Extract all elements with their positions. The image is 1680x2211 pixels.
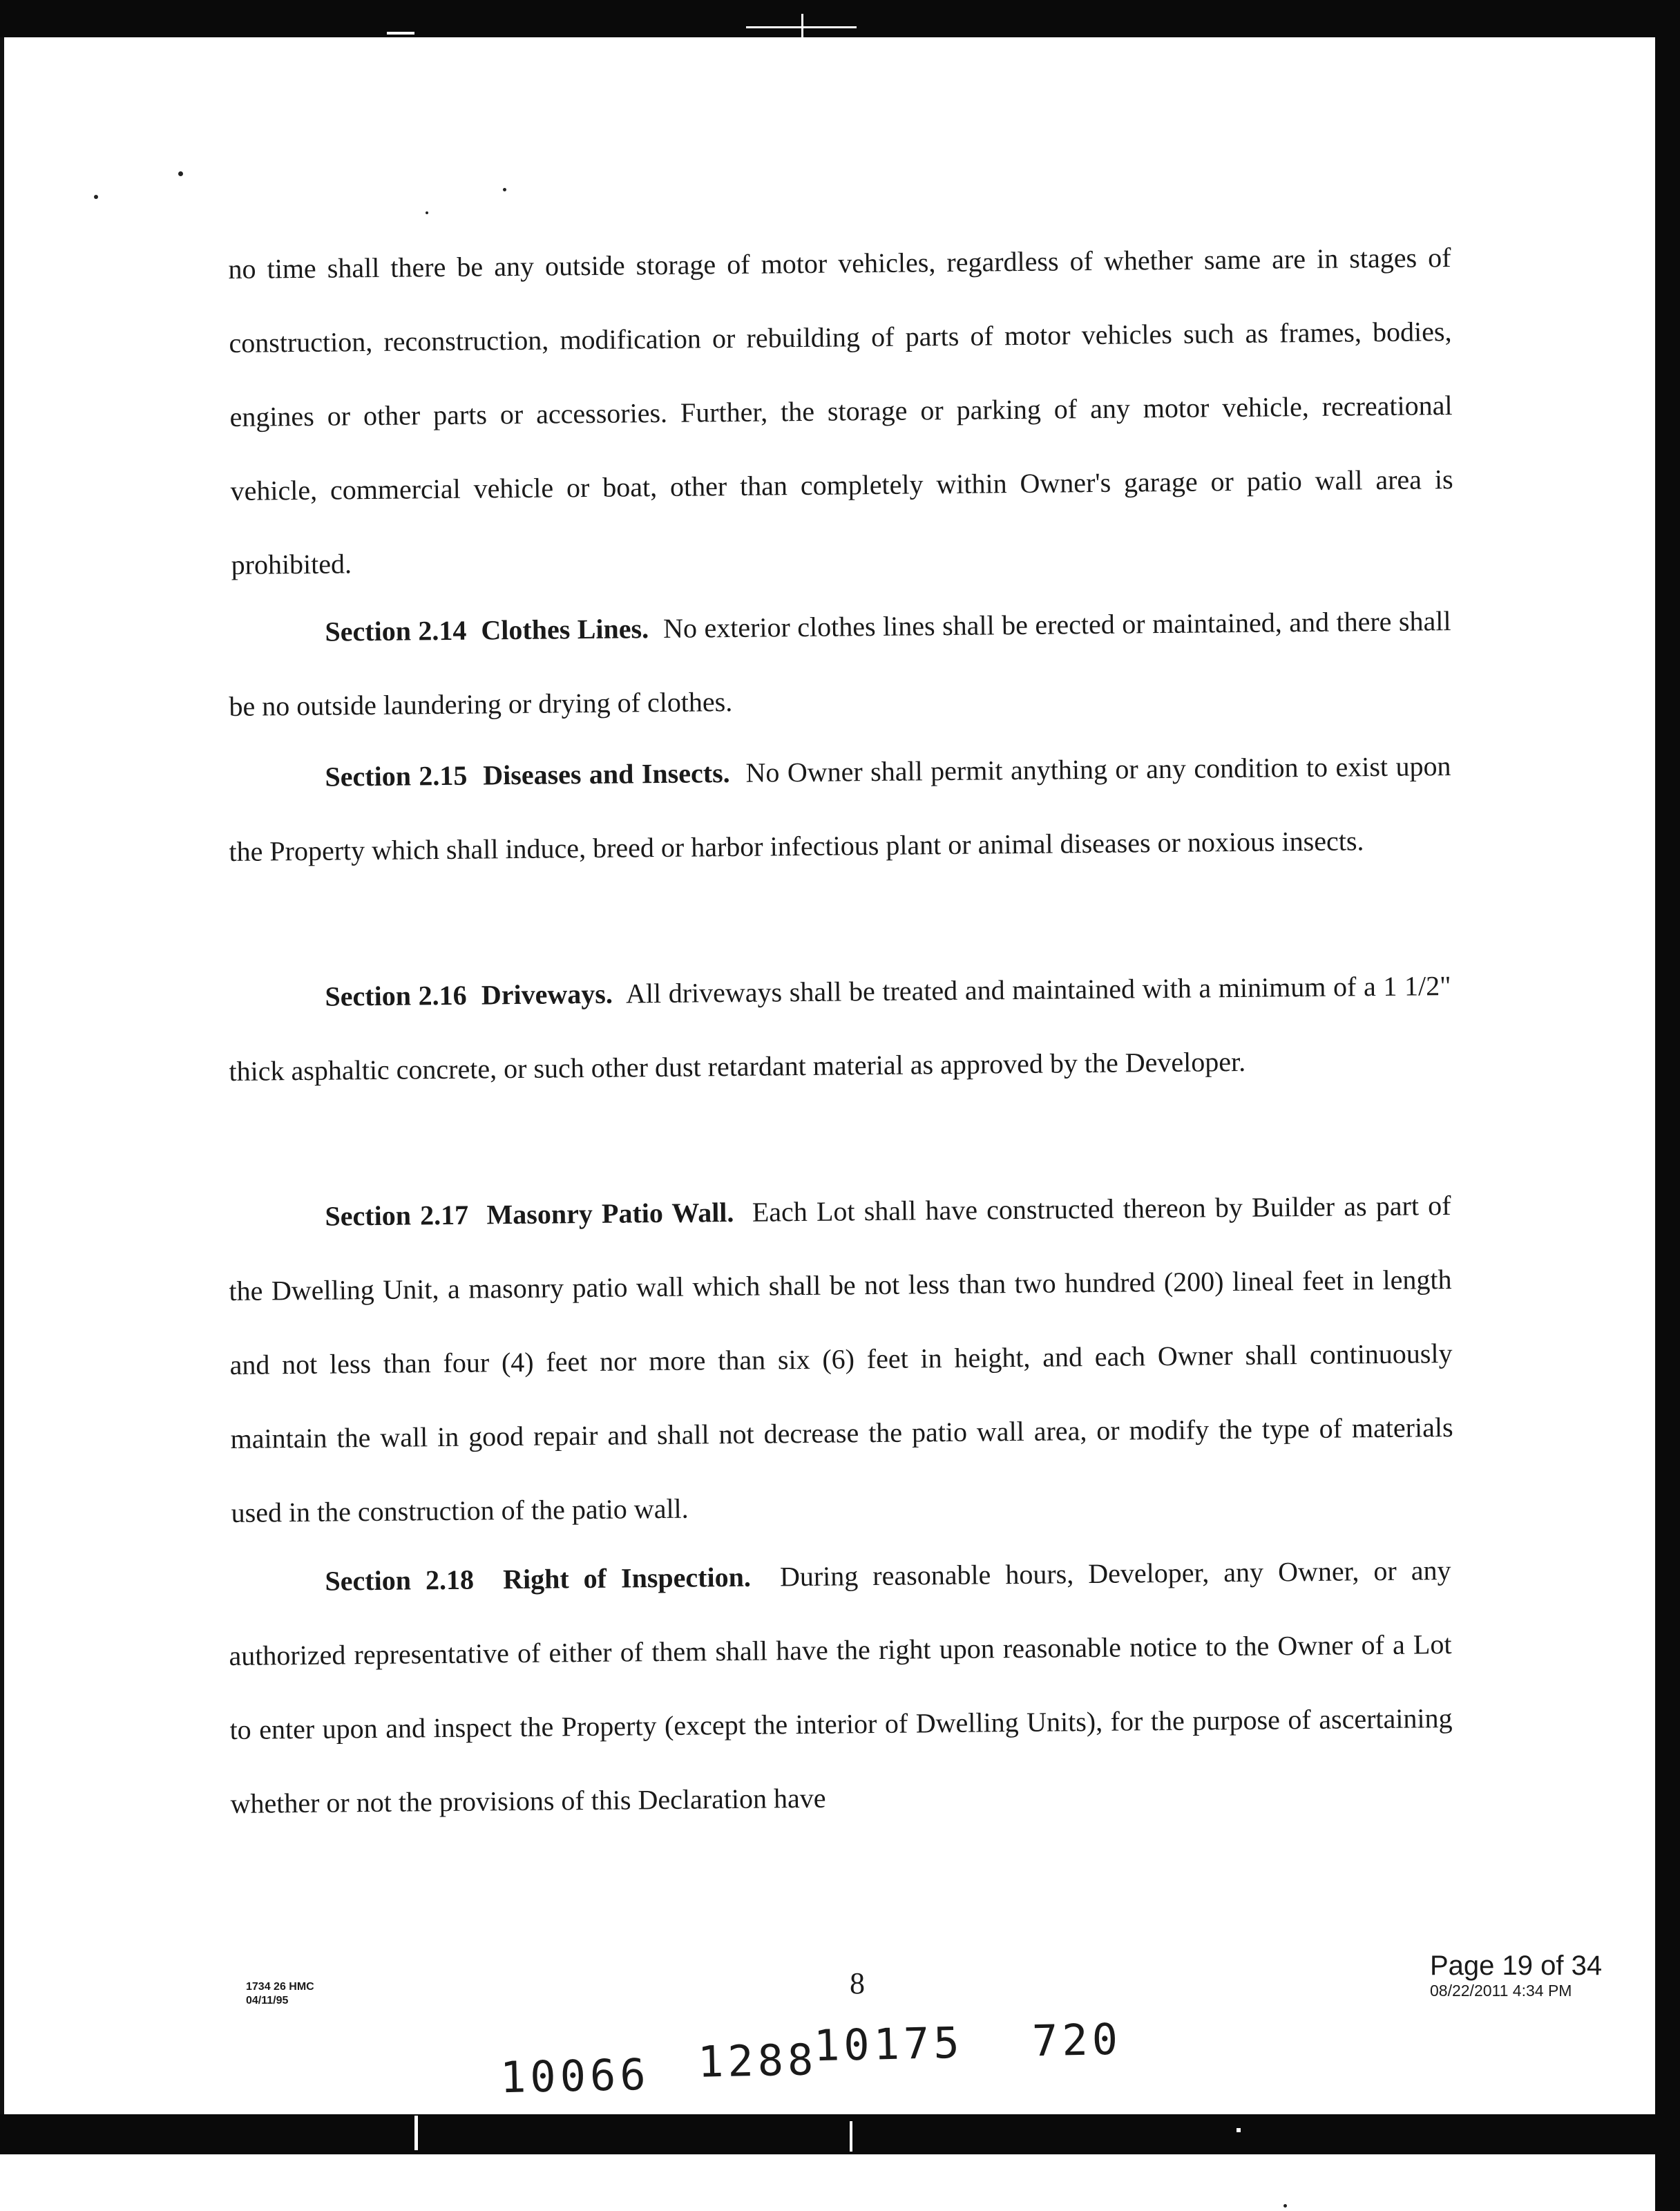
- scan-speck: [94, 195, 98, 199]
- page-of-total: Page 19 of 34: [1430, 1951, 1603, 1981]
- paragraph-text: no time shall there be any outside storage of motor vehicles, regardless of whether same are in stages of construction, reconstruction, modification or rebuilding of parts of motor vehicles such as frames, bodies, engines or other parts or accessories. Further, the storage or parking of any motor vehicle, recreational vehicle, commercial vehicle or boat, other than completely within Owner's garage or patio wall area is prohibited.: [228, 242, 1453, 580]
- section-2-18: [228, 1533, 1453, 1841]
- section-title: Masonry Patio Wall.: [486, 1196, 734, 1231]
- section-title: Diseases and Insects.: [483, 757, 730, 791]
- section-number: Section 2.17: [325, 1199, 469, 1232]
- section-title: Clothes Lines.: [481, 613, 649, 646]
- recording-number-part1: 10066: [499, 2049, 651, 2103]
- file-code-date: 04/11/95: [246, 1995, 289, 2006]
- scan-border-top: [0, 0, 1680, 37]
- scan-artifact: [850, 2121, 852, 2152]
- section-2-15: [228, 729, 1452, 889]
- section-2-14: [228, 584, 1452, 743]
- section-text: No exterior clothes lines shall be erected or maintained, and there shall be no outside laundering or drying of clothes.: [229, 605, 1451, 722]
- section-number: Section 2.18: [325, 1564, 475, 1597]
- scan-border-bottom: [0, 2114, 1680, 2154]
- section-text: Each Lot shall have constructed thereon by Builder as part of the Dwelling Unit, a masonry patio wall which shall be not less than two hundred (200) lineal feet in length and not less than four (4) feet nor more than six (6) feet in height, and each Owner shall continuously maintain the wall in good repair and shall not decrease the patio wall area, or modify the type of materials used in the construction of the patio wall.: [229, 1190, 1453, 1528]
- stamp-datetime: 08/22/2011 4:34 PM: [1430, 1982, 1572, 2000]
- section-title: Driveways.: [481, 978, 613, 1011]
- scan-artifact: [1237, 2128, 1241, 2132]
- paragraph-continuation: [228, 220, 1454, 602]
- section-text: No Owner shall permit anything or any condition to exist upon the Property which shall induce, breed or harbor infectious plant or animal diseases or noxious insects.: [229, 750, 1451, 867]
- scan-border-left: [0, 37, 4, 2114]
- page-stamp: [1430, 1950, 1602, 2000]
- section-number: Section 2.14: [325, 614, 467, 647]
- file-code-line: 1734 26 HMC: [246, 1981, 314, 1993]
- scan-speck: [426, 211, 428, 214]
- recording-number-part2: 1288: [697, 2034, 819, 2087]
- section-number: Section 2.15: [325, 759, 468, 793]
- recording-number-part4: 720: [1031, 2013, 1123, 2067]
- recording-number-part3: 10175: [813, 2017, 964, 2071]
- scan-artifact: [414, 2116, 418, 2150]
- scan-artifact: [801, 14, 803, 37]
- scan-border-right: [1655, 0, 1680, 2211]
- scan-artifact: [580, 41, 594, 44]
- section-number: Section 2.16: [325, 979, 467, 1012]
- section-2-16: [228, 949, 1452, 1108]
- scan-artifact: [387, 32, 414, 35]
- section-text: All driveways shall be treated and maintained with a minimum of a 1 1/2" thick asphaltic concrete, or such other dust retardant material as approved by the Developer.: [229, 970, 1451, 1087]
- file-code: [246, 1980, 314, 2008]
- page-number: 8: [850, 1966, 865, 2000]
- section-text: During reasonable hours, Developer, any Owner, or any authorized representative of either of them shall have the right upon reasonable notice to the Owner of a Lot to enter upon and inspect the Property (except the interior of Dwelling Units), for the purpose of ascertaining whether or not the provisions of this Declaration have: [229, 1555, 1453, 1819]
- section-title: Right of Inspection.: [502, 1561, 752, 1595]
- scan-speck: [1283, 2204, 1287, 2208]
- section-2-17: [228, 1168, 1454, 1550]
- scan-speck: [178, 171, 183, 176]
- scan-speck: [503, 188, 506, 191]
